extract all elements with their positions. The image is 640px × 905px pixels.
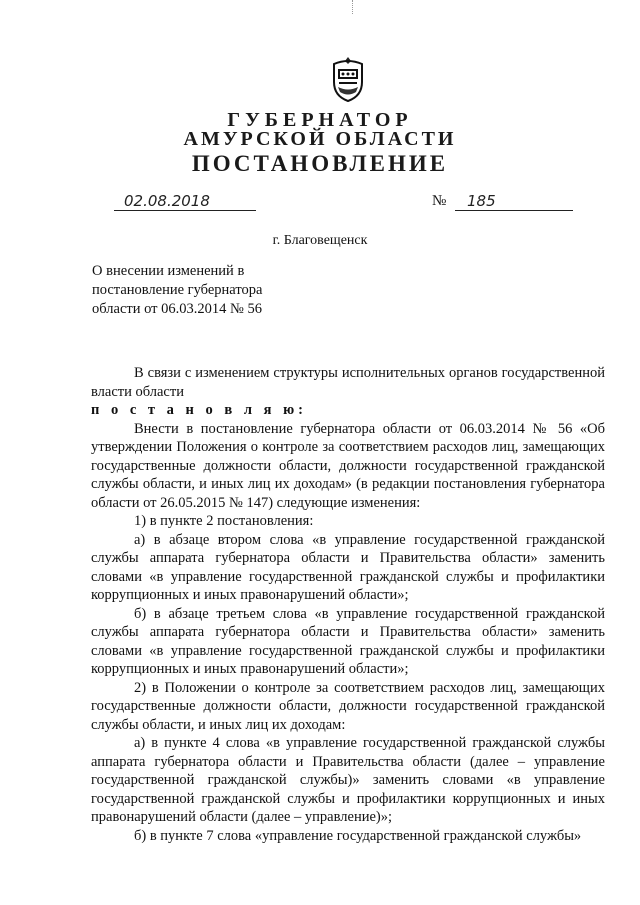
paragraph: Внести в постановление губернатора области от 06.03.2014 № 56 «Об утверждении Положения о контроле за соответствием расходов лиц, замещающих государственные должности области, должности государственной гражданской службы области, и иных лиц их доходам» (в редакции постановления губернатора области от 26.05.2015 № 147) следующие изменения:: [91, 420, 605, 511]
coat-of-arms-icon: [326, 54, 370, 104]
document-type: ПОСТАНОВЛЕНИЕ: [191, 151, 449, 176]
paragraph: а) в пункте 4 слова «в управление государственной гражданской службы аппарата губернатора области и Правительства области (далее – управление государственной гражданской службы)» заменить словами «в управление государственной гражданской службы и профилактики коррупционных и иных правонарушений области (далее – управление)»;: [91, 735, 605, 825]
decree-word: п о с т а н о в л я ю:: [91, 402, 307, 418]
preamble: В связи с изменением структуры исполнительных органов государственной власти области: [91, 365, 605, 400]
document-date: 02.08.2018: [114, 192, 256, 211]
document-number: 185: [455, 192, 573, 211]
paragraph: а) в абзаце втором слова «в управление государственной гражданской службы аппарата губернатора области и Правительства области» заменить словами «в управление государственной гражданской службы и профилактики коррупционных и иных правонарушений области»;: [91, 531, 605, 603]
document-subject: [92, 262, 312, 319]
issuer-title: ГУБЕРНАТОР: [227, 109, 413, 131]
paragraph: б) в пункте 7 слова «управление государственной гражданской службы»: [134, 827, 582, 844]
subject-line: постановление губернатора: [92, 282, 263, 298]
subject-line: О внесении изменений в: [92, 263, 245, 279]
subject-line: области от 06.03.2014 № 56: [92, 301, 262, 317]
scan-mark: [352, 0, 355, 14]
number-label: №: [432, 193, 447, 209]
issuer-region: АМУРСКОЙ ОБЛАСТИ: [183, 128, 457, 150]
paragraph: 1) в пункте 2 постановления:: [134, 513, 314, 529]
city: г. Благовещенск: [272, 233, 368, 248]
paragraph: б) в абзаце третьем слова «в управление государственной гражданской службы аппарата губернатора области и Правительства области» заменить словами «в управление государственной гражданской службы и профилактики коррупционных и иных правонарушений области»;: [91, 605, 605, 677]
paragraph: 2) в Положении о контроле за соответствием расходов лиц, замещающих государственные должности области, должности государственной гражданской службы области, и иных лиц их доходам:: [91, 679, 605, 733]
document-body: [91, 364, 605, 845]
